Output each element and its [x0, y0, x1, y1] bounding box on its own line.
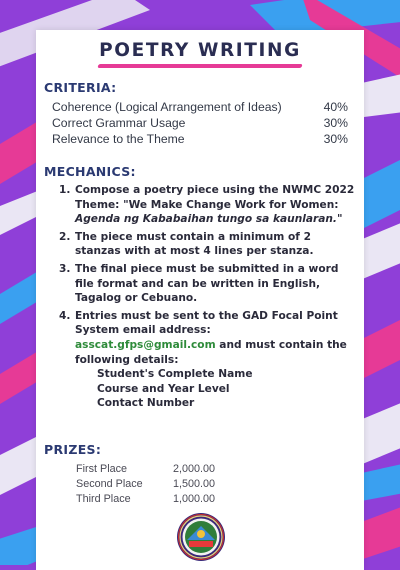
mechanics-item [50, 230, 356, 259]
item-number: 3. [59, 262, 71, 275]
item-number: 2. [59, 230, 71, 243]
mechanics-item [50, 183, 356, 227]
prizes-heading: PRIZES: [44, 442, 102, 457]
mechanics-heading: MECHANICS: [44, 164, 136, 179]
mechanics-list [50, 183, 356, 414]
criteria-row [52, 116, 348, 131]
required-details [75, 367, 356, 411]
page-title: POETRY WRITING [99, 40, 301, 61]
item-number: 4. [59, 309, 71, 322]
mechanics-item [50, 309, 356, 411]
item-text: The final piece must be submitted in a word file format and can be written in English, Tagalog or Cebuano. [75, 262, 339, 305]
item-theme-italic: Agenda ng Kababaihan tungo sa kaunlaran. [75, 213, 337, 226]
criteria-label: Coherence (Logical Arrangement of Ideas) [52, 100, 282, 114]
criteria-heading: CRITERIA: [44, 80, 117, 95]
detail-line: Student's Complete Name [97, 368, 253, 381]
prize-amount: 1,000.00 [173, 493, 216, 505]
email-address: asscat.gfps@gmail.com [75, 338, 216, 351]
prize-place: Second Place [76, 478, 143, 490]
criteria-row [52, 100, 348, 115]
prize-amount: 2,000.00 [173, 463, 216, 475]
prize-row [76, 493, 236, 507]
item-text: The piece must contain a minimum of 2 stanzas with at most 4 lines per stanza. [75, 230, 314, 258]
institution-seal-icon [176, 512, 226, 562]
prize-row [76, 463, 236, 477]
item-number: 1. [59, 184, 71, 196]
prize-place: Third Place [76, 493, 131, 505]
criteria-label: Relevance to the Theme [52, 132, 185, 146]
criteria-row [52, 132, 348, 147]
detail-line: Contact Number [97, 397, 195, 410]
poster-card [36, 30, 364, 570]
criteria-percent: 30% [323, 116, 348, 130]
prize-amount: 1,500.00 [173, 478, 216, 490]
item-text-end: and must contain the following details: [75, 338, 347, 366]
mechanics-item [50, 262, 356, 306]
item-text: Entries must be sent to the GAD Focal Point System email address: [75, 309, 338, 337]
prize-row [76, 478, 236, 492]
detail-line: Course and Year Level [97, 382, 230, 395]
criteria-percent: 40% [323, 100, 348, 114]
criteria-label: Correct Grammar Usage [52, 116, 186, 130]
item-text: Compose a poetry piece using the NWMC 2022 Theme: "We Make Change Work for Women: [75, 184, 355, 211]
item-text-end: " [336, 213, 343, 226]
criteria-percent: 30% [323, 132, 348, 146]
title-underline [97, 64, 302, 68]
prize-place: First Place [76, 463, 127, 475]
